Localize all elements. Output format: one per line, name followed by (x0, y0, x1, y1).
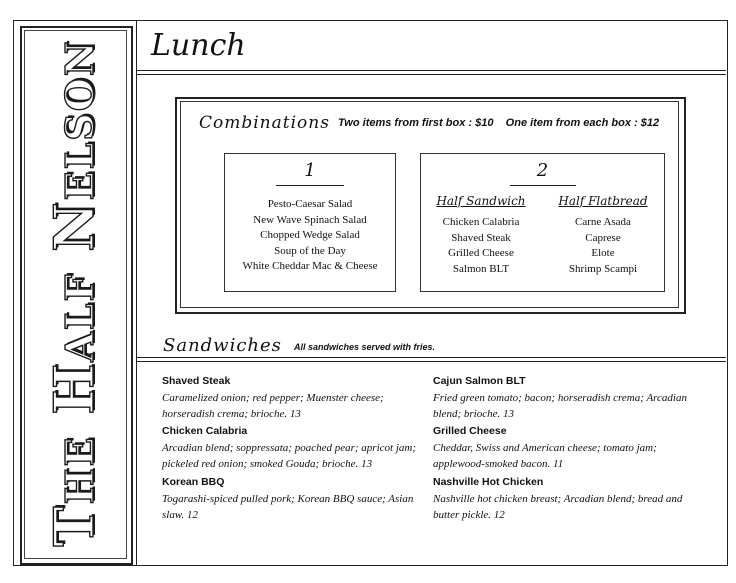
sandwich-name: Cajun Salmon BLT (433, 375, 526, 387)
sandwich-description: Fried green tomato; bacon; horseradish crema; Arcadian blend; brioche. 13 (433, 392, 687, 420)
vertical-divider (136, 20, 137, 566)
half-flatbread-heading: Half Flatbread (558, 194, 648, 208)
combo-box-1-item: New Wave Spinach Salad (253, 213, 367, 226)
lunch-title: Lunch (151, 28, 246, 63)
sandwich-name: Nashville Hot Chicken (433, 476, 544, 488)
brand-name: The Half Nelson (42, 39, 106, 547)
sandwiches-title: Sandwiches (163, 335, 282, 356)
sandwiches-note: All sandwiches served with fries. (294, 342, 436, 352)
combo-box-1-item: Pesto-Caesar Salad (267, 198, 353, 210)
sandwich-description: Cheddar, Swiss and American cheese; tomato jam; applewood-smoked bacon. 11 (433, 442, 657, 470)
sandwiches-rule-bottom (136, 361, 726, 362)
sandwich-description: Nashville hot chicken breast; Arcadian blend; bread and butter pickle. 12 (433, 493, 683, 521)
half-sandwich-item: Shaved Steak (451, 231, 511, 244)
combo-box-1-item: White Cheddar Mac & Cheese (242, 260, 378, 272)
sandwich-item (162, 375, 417, 422)
combo-box-2 (420, 153, 665, 292)
sandwich-item (162, 425, 417, 472)
half-flatbread-item: Caprese (585, 231, 621, 244)
half-sandwich-heading: Half Sandwich (436, 194, 526, 208)
combo-box-2-rule (510, 185, 576, 186)
sandwich-item (162, 476, 417, 523)
combo-box-1-item: Soup of the Day (274, 244, 346, 257)
combinations-title: Combinations (199, 113, 330, 133)
combinations-pricing: Two items from first box : $10 One item from each box : $12 (338, 117, 660, 129)
combo-box-1-number: 1 (304, 160, 316, 181)
combo-box-2-number: 2 (536, 160, 549, 181)
half-flatbread-item: Elote (591, 247, 615, 259)
sandwich-name: Korean BBQ (162, 476, 225, 488)
sandwiches-rule-top (136, 357, 726, 358)
combo-box-1 (224, 153, 396, 292)
half-flatbread-item: Shrimp Scampi (568, 262, 638, 275)
sandwich-description: Togarashi-spiced pulled pork; Korean BBQ sauce; Asian slaw. 12 (162, 493, 414, 521)
half-flatbread-item: Carne Asada (575, 216, 631, 228)
sandwich-item (433, 425, 688, 472)
sandwich-name: Shaved Steak (162, 375, 231, 387)
lunch-rule-top (136, 70, 726, 71)
lunch-rule-bottom (136, 74, 726, 75)
combo-box-1-item: Chopped Wedge Salad (260, 229, 360, 241)
sandwich-name: Grilled Cheese (433, 425, 507, 437)
half-sandwich-item: Chicken Calabria (442, 216, 520, 228)
combo-box-1-rule (276, 185, 344, 186)
sandwich-description: Caramelized onion; red pepper; Muenster cheese; horseradish crema; brioche. 13 (162, 392, 384, 420)
half-sandwich-item: Salmon BLT (452, 262, 510, 275)
sandwich-name: Chicken Calabria (162, 425, 248, 437)
half-sandwich-item: Grilled Cheese (448, 247, 514, 259)
sandwich-description: Arcadian blend; soppressata; poached pear; apricot jam; pickeled red onion; smoked Gouda; brioche. 13 (162, 442, 416, 470)
sandwich-item (433, 375, 688, 422)
sandwich-item (433, 476, 688, 523)
